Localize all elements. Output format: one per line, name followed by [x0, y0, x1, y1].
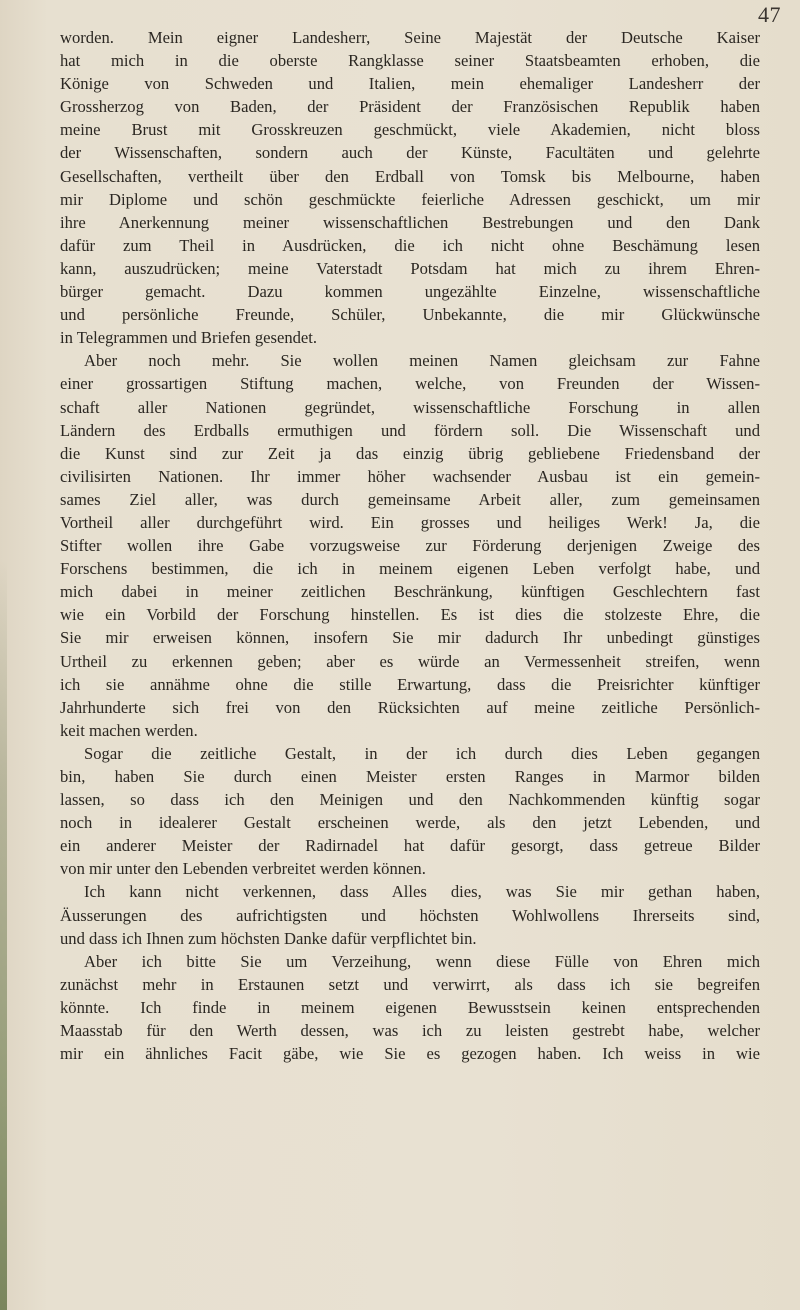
- text-line: einer grossartigen Stiftung machen, welche, von Freunden der Wissen-: [60, 374, 760, 394]
- text-line: Ländern des Erdballs ermuthigen und fördern soll. Die Wissenschaft und: [60, 420, 760, 440]
- text-line: und persönliche Freunde, Schüler, Unbekannte, die mir Glückwünsche: [60, 305, 760, 325]
- text-line: sames Ziel aller, was durch gemeinsame Arbeit aller, zum gemeinsamen: [60, 489, 760, 509]
- text-line: ihre Anerkennung meiner wissenschaftlichen Bestrebungen und den Dank: [60, 212, 760, 232]
- text-line: der Wissenschaften, sondern auch der Künste, Facultäten und gelehrte: [60, 143, 760, 163]
- text-line: in Telegrammen und Briefen gesendet.: [60, 328, 318, 348]
- text-line: die Kunst sind zur Zeit ja das einzig übrig gebliebene Friedensband der: [60, 443, 760, 463]
- text-line: Aber ich bitte Sie um Verzeihung, wenn diese Fülle von Ehren mich: [84, 951, 760, 971]
- text-line: dafür zum Theil in Ausdrücken, die ich nicht ohne Beschämung lesen: [60, 235, 760, 255]
- text-line: könnte. Ich finde in meinem eigenen Bewusstsein keinen entsprechenden: [60, 997, 760, 1017]
- text-line: Stifter wollen ihre Gabe vorzugsweise zur Förderung derjenigen Zweige des: [60, 536, 760, 556]
- text-line: Urtheil zu erkennen geben; aber es würde an Vermessenheit streifen, wenn: [60, 651, 760, 671]
- text-line: lassen, so dass ich den Meinigen und den Nachkommenden künftig sogar: [60, 790, 760, 810]
- text-line: bin, haben Sie durch einen Meister ersten Ranges in Marmor bilden: [60, 767, 760, 786]
- text-line: und dass ich Ihnen zum höchsten Danke dafür verpflichtet bin.: [60, 928, 477, 948]
- text-line: Forschens bestimmen, die ich in meinem eigenen Leben verfolgt habe, und: [60, 559, 760, 579]
- text-line: kann, auszudrücken; meine Vaterstadt Potsdam hat mich zu ihrem Ehren-: [60, 258, 760, 278]
- text-line: keit machen werden.: [60, 720, 198, 740]
- text-line: Sie mir erweisen können, insofern Sie mir dadurch Ihr unbedingt günstiges: [60, 628, 760, 648]
- text-line: ein anderer Meister der Radirnadel hat dafür gesorgt, dass getreue Bilder: [60, 836, 760, 856]
- text-line: wie ein Vorbild der Forschung hinstellen. Es ist dies die stolzeste Ehre, die: [60, 605, 760, 625]
- page-edge-shadow: [0, 560, 7, 1310]
- text-line: Gesellschaften, vertheilt über den Erdball von Tomsk bis Melbourne, haben: [60, 166, 760, 186]
- text-line: ich sie annähme ohne die stille Erwartung, dass die Preisrichter künftiger: [60, 674, 760, 694]
- text-line: bürger gemacht. Dazu kommen ungezählte Einzelne, wissenschaftliche: [60, 282, 760, 302]
- text-line: mich dabei in meiner zeitlichen Beschränkung, künftigen Geschlechtern fast: [60, 582, 760, 602]
- page-number: 47: [758, 2, 781, 27]
- text-line: Könige von Schweden und Italien, mein ehemaliger Landesherr der: [60, 74, 760, 94]
- text-line: Äusserungen des aufrichtigsten und höchsten Wohlwollens Ihrerseits sind,: [60, 905, 760, 925]
- text-line: hat mich in die oberste Rangklasse seiner Staatsbeamten erhoben, die: [60, 51, 760, 71]
- text-line: Vortheil aller durchgeführt wird. Ein grosses und heiliges Werk! Ja, die: [60, 512, 760, 532]
- text-line: Ich kann nicht verkennen, dass Alles dies, was Sie mir gethan haben,: [84, 882, 760, 902]
- text-line: zunächst mehr in Erstaunen setzt und verwirrt, als dass ich sie begreifen: [60, 974, 760, 994]
- text-line: noch in idealerer Gestalt erscheinen werde, als den jetzt Lebenden, und: [60, 813, 760, 833]
- text-line: Aber noch mehr. Sie wollen meinen Namen gleichsam zur Fahne: [84, 351, 760, 371]
- text-line: Sogar die zeitliche Gestalt, in der ich durch dies Leben gegangen: [84, 743, 760, 763]
- text-line: worden. Mein eigner Landesherr, Seine Majestät der Deutsche Kaiser: [60, 28, 760, 47]
- text-line: mir Diplome und schön geschmückte feierliche Adressen geschickt, um mir: [60, 189, 760, 209]
- text-line: Maasstab für den Werth dessen, was ich zu leisten gestrebt habe, welcher: [60, 1021, 760, 1041]
- text-line: civilisirten Nationen. Ihr immer höher wachsender Ausbau ist ein gemein-: [60, 466, 760, 486]
- text-line: schaft aller Nationen gegründet, wissenschaftliche Forschung in allen: [60, 397, 760, 417]
- text-line: von mir unter den Lebenden verbreitet werden können.: [60, 859, 426, 879]
- text-line: mir ein ähnliches Facit gäbe, wie Sie es gezogen haben. Ich weiss in wie: [60, 1044, 760, 1064]
- body-text: [60, 26, 760, 1065]
- text-line: meine Brust mit Grosskreuzen geschmückt, viele Akademien, nicht bloss: [60, 120, 760, 140]
- text-line: Grossherzog von Baden, der Präsident der Französischen Republik haben: [60, 97, 760, 117]
- text-line: Jahrhunderte sich frei von den Rücksichten auf meine zeitliche Persönlich-: [60, 697, 760, 717]
